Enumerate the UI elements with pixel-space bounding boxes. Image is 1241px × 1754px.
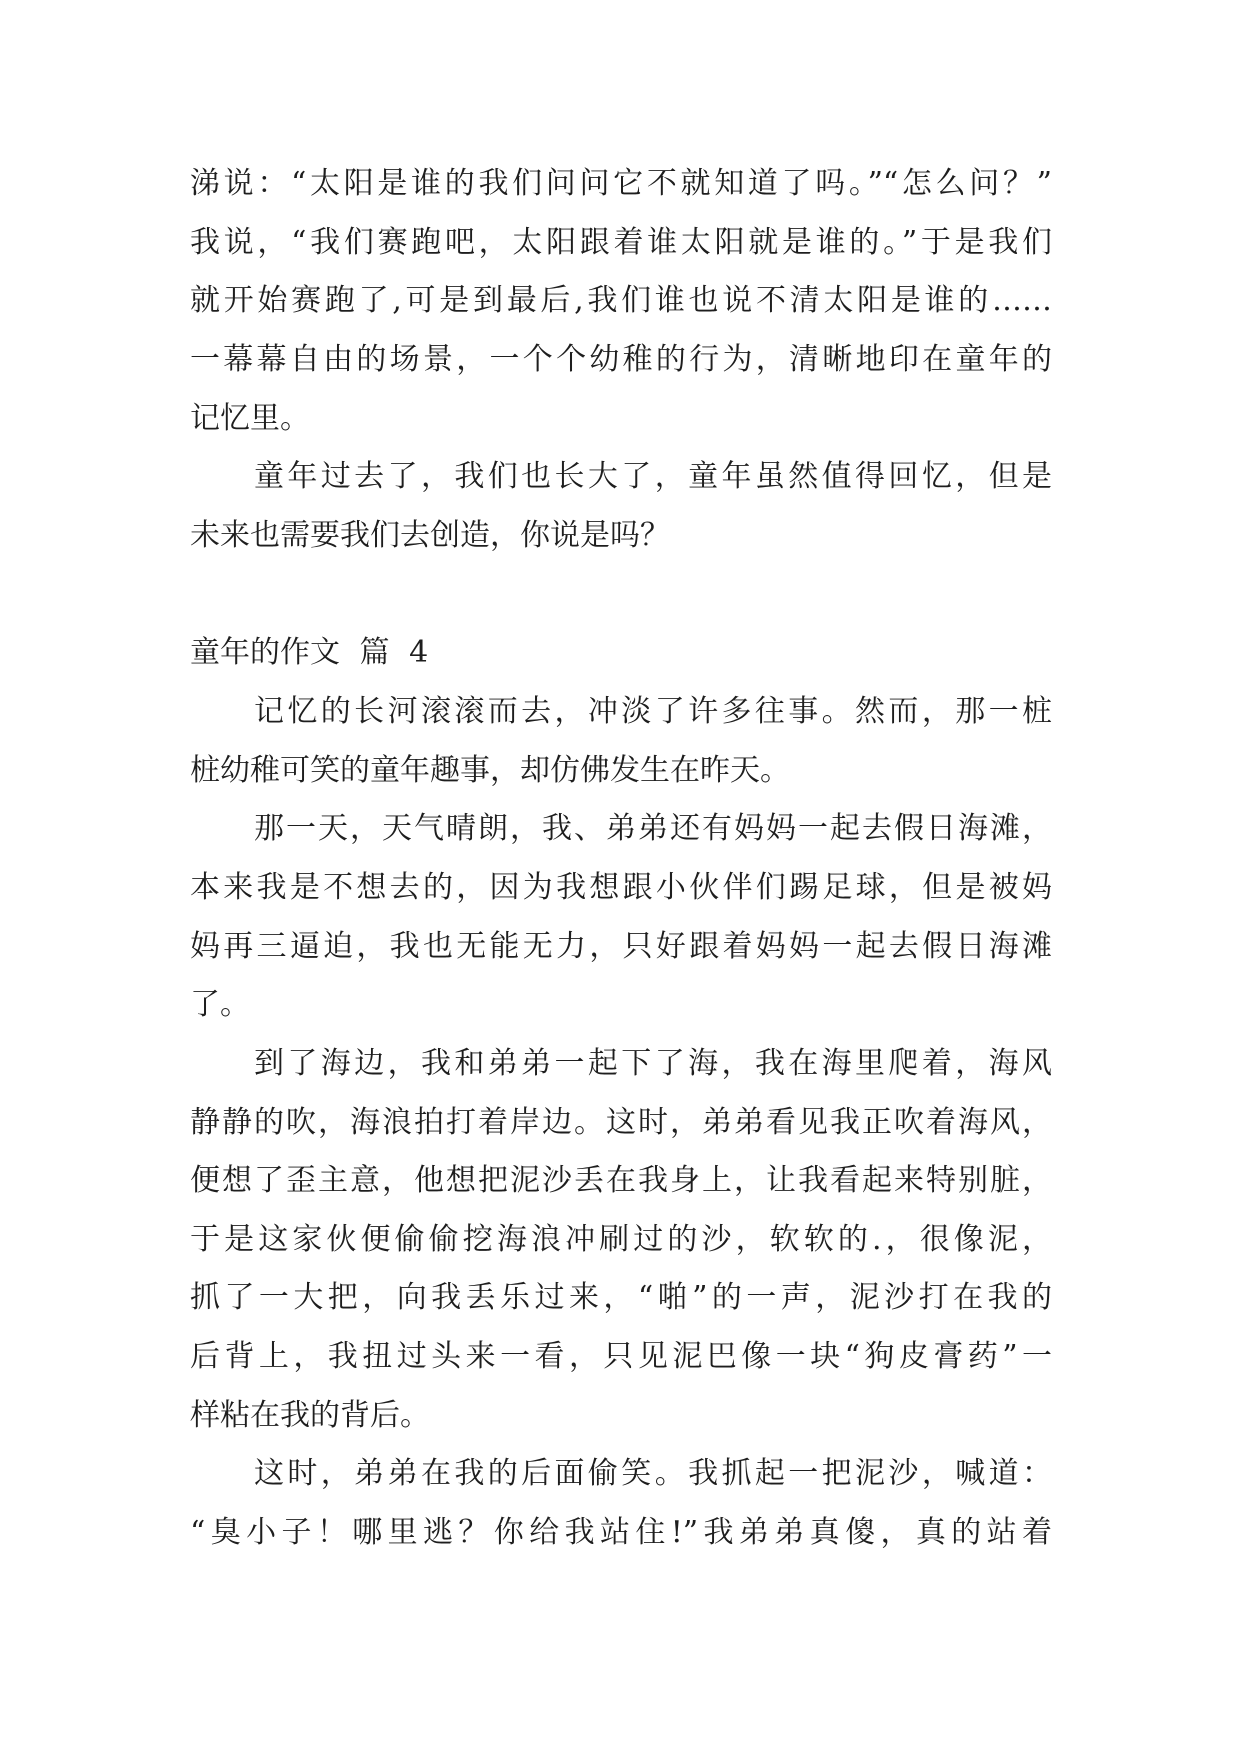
text-line: 便想了歪主意，他想把泥沙丢在我身上，让我看起来特别脏，: [190, 1163, 1052, 1199]
text-line: “臭小子！哪里逃？你给我站住!”我弟弟真傻，真的站着: [190, 1515, 1052, 1551]
text-line: 记忆里。: [190, 400, 310, 436]
text-line: 到了海边，我和弟弟一起下了海，我在海里爬着，海风: [254, 1045, 1052, 1081]
text-line: 静静的吹，海浪拍打着岸边。这时，弟弟看见我正吹着海风，: [190, 1104, 1052, 1140]
text-line: 涕说：“太阳是谁的我们问问它不就知道了吗。”“怎么问？”: [190, 166, 1052, 201]
text-line: 一幕幕自由的场景，一个个幼稚的行为，清晰地印在童年的: [190, 341, 1052, 377]
text-line: 记忆的长河滚滚而去，冲淡了许多往事。然而，那一桩: [254, 693, 1052, 729]
text-line: 本来我是不想去的，因为我想跟小伙伴们踢足球，但是被妈: [190, 869, 1052, 905]
text-line: 我说，“我们赛跑吧，太阳跟着谁太阳就是谁的。”于是我们: [190, 224, 1052, 260]
text-line: 童年过去了，我们也长大了，童年虽然值得回忆，但是: [254, 459, 1052, 495]
text-line: 了。: [190, 987, 250, 1023]
text-line: 于是这家伙便偷偷挖海浪冲刷过的沙，软软的.，很像泥，: [190, 1221, 1052, 1257]
paragraph: [190, 155, 1052, 448]
text-line: 样粘在我的背后。: [190, 1397, 430, 1433]
text-line: 抓了一大把，向我丢乐过来，“啪”的一声，泥沙打在我的: [190, 1280, 1052, 1316]
paragraph: [190, 1445, 1052, 1562]
blank-line: [190, 566, 1052, 625]
paragraph: [190, 448, 1052, 565]
text-line: 未来也需要我们去创造，你说是吗？: [190, 517, 670, 553]
text-line: 这时，弟弟在我的后面偷笑。我抓起一把泥沙，喊道：: [254, 1456, 1052, 1492]
paragraph: [190, 683, 1052, 800]
document-body: [190, 155, 1052, 1563]
text-line: 妈再三逼迫，我也无能无力，只好跟着妈妈一起去假日海滩: [190, 928, 1052, 964]
section-heading: 童年的作文 篇 4: [190, 635, 429, 671]
text-line: 那一天，天气晴朗，我、弟弟还有妈妈一起去假日海滩，: [254, 811, 1052, 847]
text-line: 就开始赛跑了,可是到最后,我们谁也说不清太阳是谁的……: [190, 283, 1052, 319]
text-line: 桩幼稚可笑的童年趣事，却仿佛发生在昨天。: [190, 752, 790, 788]
text-line: 后背上，我扭过头来一看，只见泥巴像一块“狗皮膏药”一: [190, 1339, 1052, 1375]
paragraph: [190, 800, 1052, 1035]
paragraph: [190, 1035, 1052, 1446]
